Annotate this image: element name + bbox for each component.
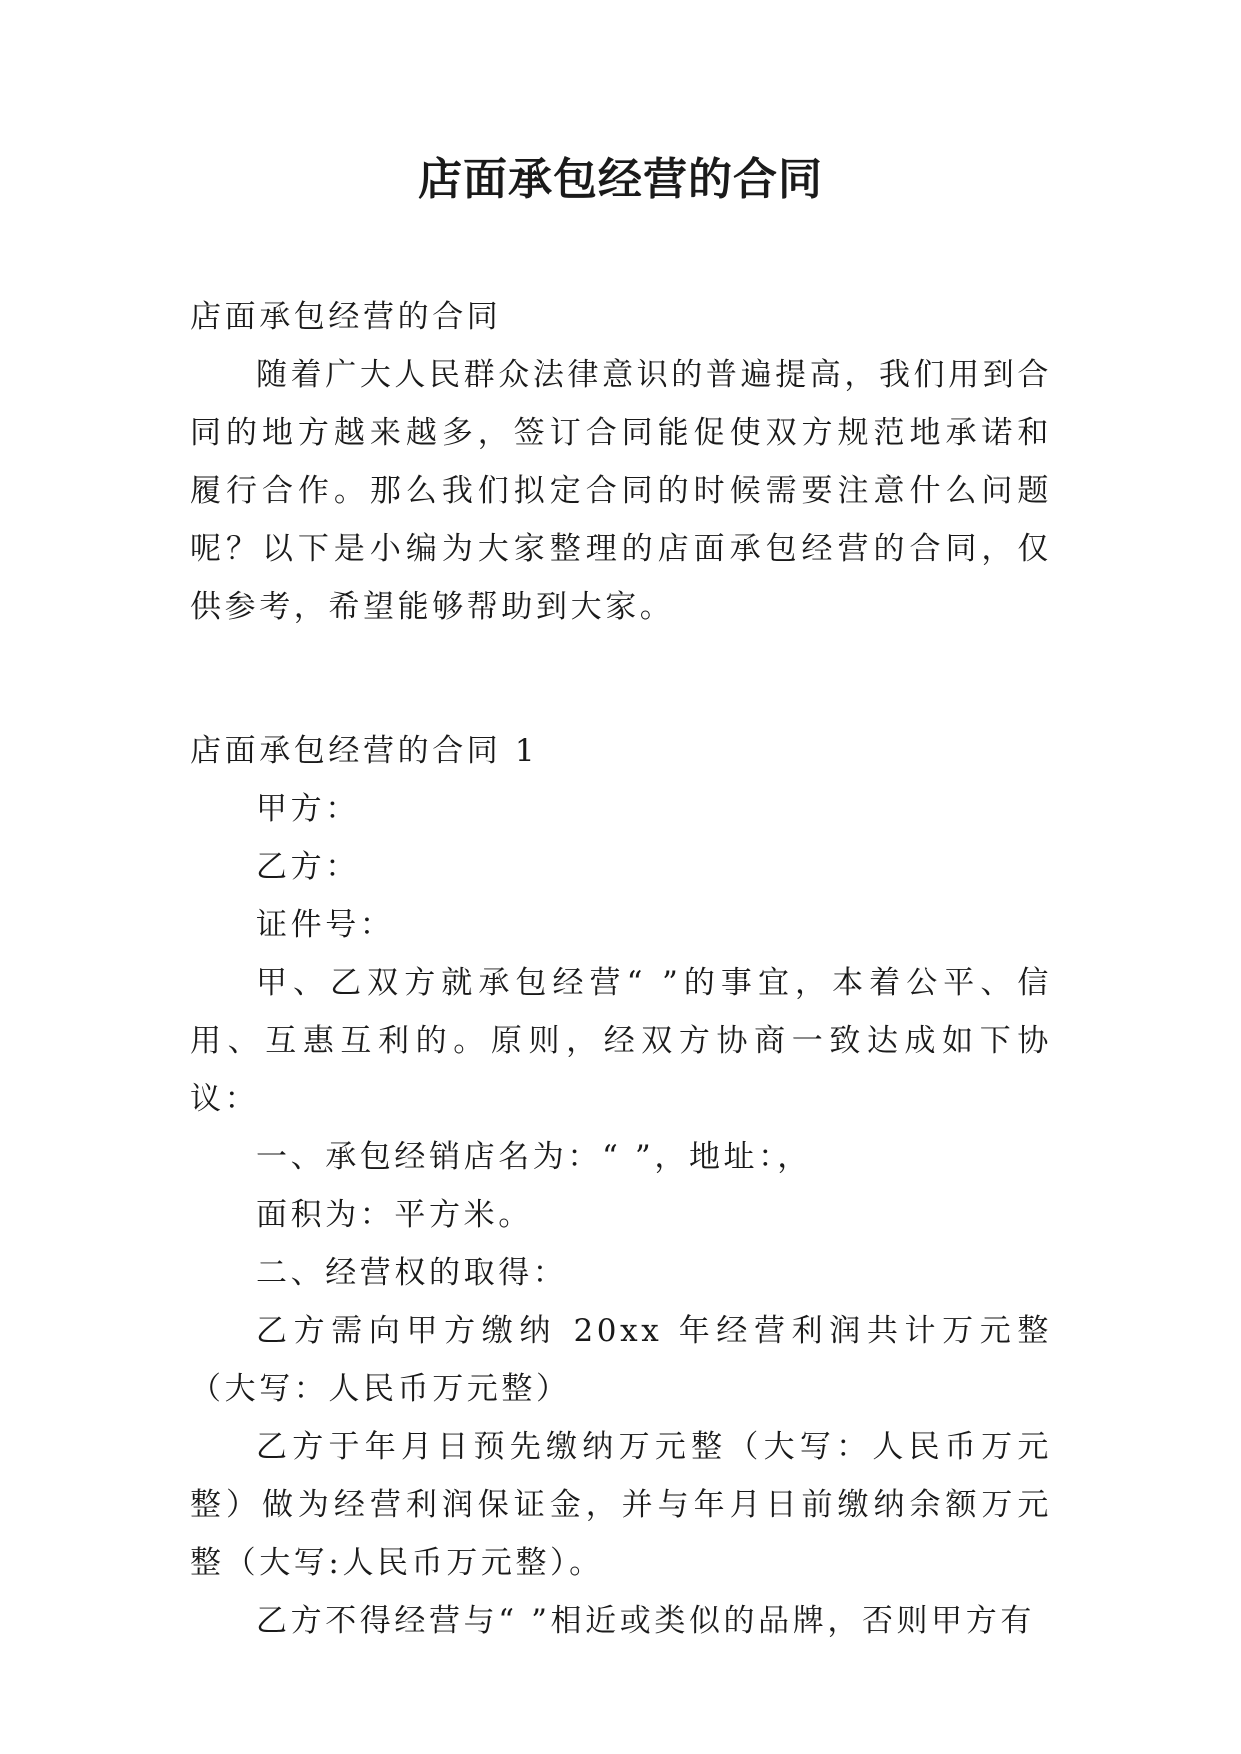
section-title: 店面承包经营的合同 1 xyxy=(190,733,539,769)
id-number-line: 证件号： xyxy=(256,907,395,943)
clause-2: 二、经营权的取得： xyxy=(256,1255,568,1291)
area-line: 面积为：平方米。 xyxy=(256,1197,533,1233)
document-body xyxy=(190,288,1052,1650)
document-title: 店面承包经营的合同 xyxy=(418,154,823,205)
payment-paragraph-2: 乙方于年月日预先缴纳万元整（大写：人民币万元整）做为经营利润保证金，并与年月日前缴纳余额万元整（大写:人民币万元整）。 xyxy=(190,1429,1052,1581)
party-a-line: 甲方： xyxy=(256,791,360,827)
clause-1: 一、承包经销店名为：“ ”，地址：， xyxy=(256,1139,812,1175)
intro-paragraph: 随着广大人民群众法律意识的普遍提高，我们用到合同的地方越来越多，签订合同能促使双方规范地承诺和履行合作。那么我们拟定合同的时候需要注意什么问题呢？以下是小编为大家整理的店面承包经营的合同，仅供参考，希望能够帮助到大家。 xyxy=(190,357,1052,625)
document-heading: 店面承包经营的合同 xyxy=(190,299,502,335)
preamble-paragraph: 甲、乙双方就承包经营“ ”的事宜，本着公平、信用、互惠互利的。原则，经双方协商一致达成如下协议： xyxy=(190,965,1052,1117)
section-gap xyxy=(190,636,1052,722)
restriction-paragraph: 乙方不得经营与“ ”相近或类似的品牌，否则甲方有 xyxy=(256,1603,1035,1639)
party-b-line: 乙方： xyxy=(256,849,360,885)
payment-paragraph-1: 乙方需向甲方缴纳 20xx 年经营利润共计万元整（大写：人民币万元整） xyxy=(190,1313,1052,1407)
